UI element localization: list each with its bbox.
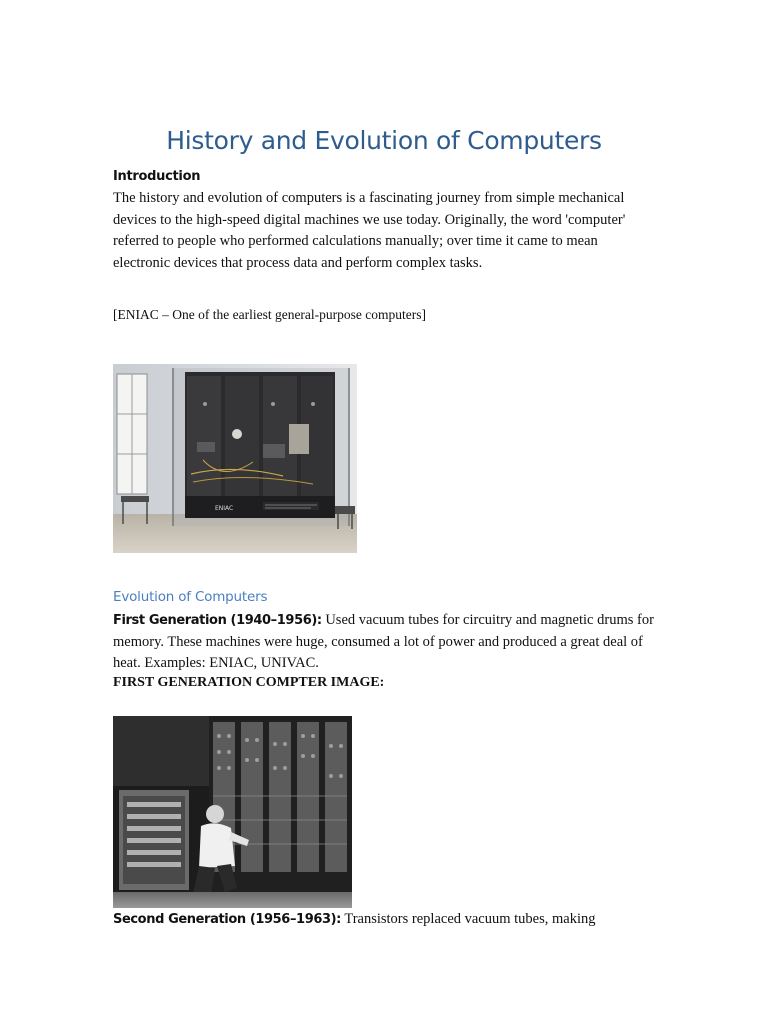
introduction-paragraph: The history and evolution of computers is a fascinating journey from simple mechanical devices to the high-speed digital machines we use today. Originally, the word 'computer' referred to people who performed calculations manually; over time it came to mean electronic devices that process data and perform complex tasks. bbox=[113, 190, 626, 271]
first-generation-label: First Generation (1940–1956): bbox=[113, 613, 322, 628]
second-generation-paragraph bbox=[113, 909, 658, 931]
first-generation-text: Used vacuum tubes for circuitry and magnetic drums for memory. These machines were huge, consumed a lot of power and produced a great deal of heat. Examples: ENIAC, UNIVAC. bbox=[113, 612, 654, 671]
document-title: History and Evolution of Computers bbox=[166, 126, 602, 155]
second-generation-text: Transistors replaced vacuum tubes, making bbox=[340, 911, 596, 927]
second-generation-label: Second Generation (1956–1963): bbox=[113, 912, 341, 927]
first-generation-computer-photo bbox=[113, 716, 352, 908]
eniac-caption: [ENIAC – One of the earliest general-purpose computers] bbox=[113, 307, 427, 322]
first-generation-paragraph bbox=[113, 610, 658, 675]
introduction-heading: Introduction bbox=[113, 169, 201, 184]
eniac-panel-label: ENIAC bbox=[215, 505, 234, 512]
eniac-photo bbox=[113, 364, 357, 553]
first-generation-image-label: FIRST GENERATION COMPTER IMAGE: bbox=[113, 675, 385, 690]
evolution-section-heading: Evolution of Computers bbox=[113, 589, 268, 605]
